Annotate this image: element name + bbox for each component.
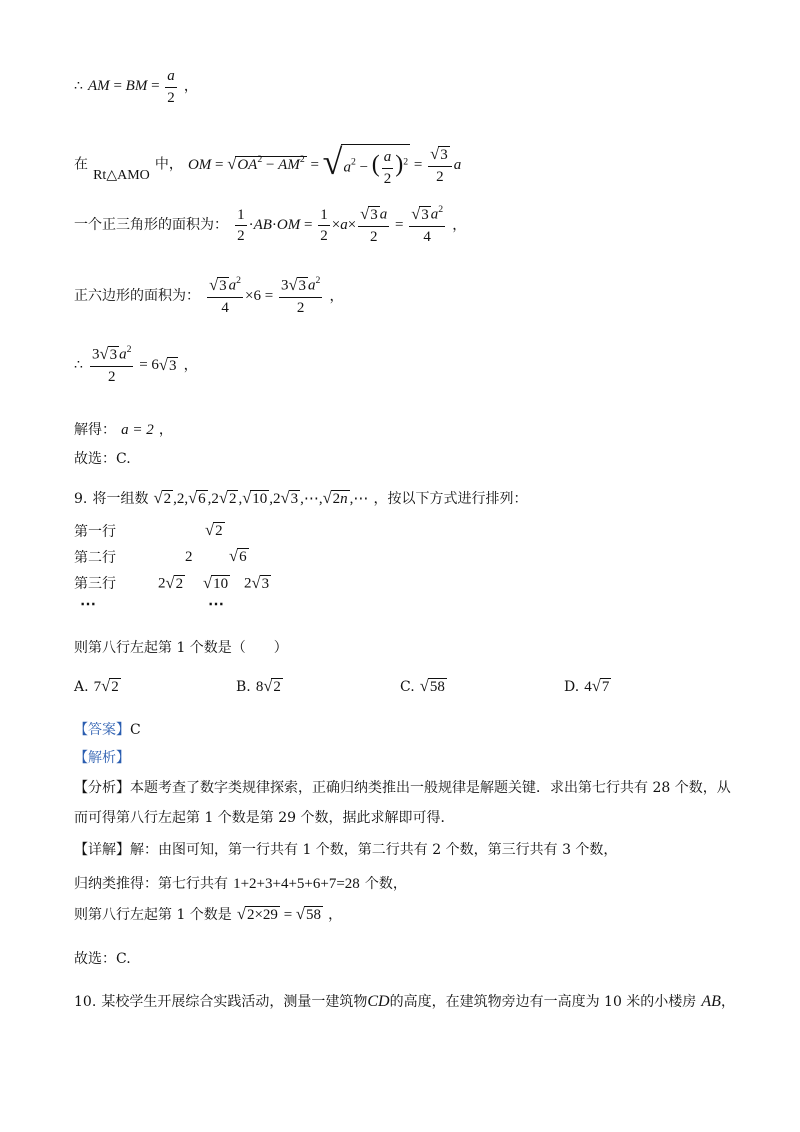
detail-line-2: 归纳类推得：第七行共有 1+2+3+4+5+6+7=28 个数， <box>74 876 407 892</box>
step-triangle-area: 一个正三角形的面积为： $\frac{1}{2}$ ·AB·OM = $\frac{1}{2}$ ×a× √ 3 a 2 = √ 3 $a^2$ 4 ， <box>74 203 467 246</box>
step-om: 在 Rt△AMO 中， OM = √ $OA^2 - AM^2$ = √ $a^2$ − ( $\frac{a}{2}$ )$^2$ = √ 3 2 a <box>74 142 462 187</box>
option-b[interactable]: B. 8 √ 2 <box>236 676 281 696</box>
sum-expr: 1+2+3+4+5+6+7=28 <box>233 876 360 892</box>
row-ellipsis-mid: ⋯ <box>208 594 225 613</box>
analysis-tag: 【解析】 <box>74 750 130 766</box>
fenxi-line-2: 而可得第八行左起第 1 个数是第 29 个数，据此求解即可得． <box>74 810 455 826</box>
step-solve: 解得： a = 2 ， <box>74 422 173 438</box>
q9-number: 9. <box>74 491 88 507</box>
step-equation: ∴ 3 √ 3 $a^2$ 2 = 6 √ 3 ， <box>74 343 198 386</box>
step-am-bm: ∴ AM = BM = $\frac{a}{2}$ ， <box>74 68 198 106</box>
q10-stem: 10. 某校学生开展综合实践活动，测量一建筑物CD的高度，在建筑物旁边有一高度为 10 米的小楼房 AB， <box>74 993 735 1010</box>
q9-sequence: √ 2 ,2, √ 6 ,2 √ 2 , √ 10 ,2 √ 3 ,⋯, √ 2n ,⋯ <box>153 488 369 508</box>
row3-value-3: 2 √ 3 <box>244 573 270 592</box>
answer-value: C <box>130 722 141 738</box>
row-label-1: 第一行 <box>74 524 116 540</box>
row2-value-1: 2 <box>185 549 193 565</box>
detail-tag: 【详解】 <box>74 842 130 858</box>
q9-question: 则第八行左起第 1 个数是（ ） <box>74 640 288 656</box>
row3-value-2: √ 10 <box>203 573 229 592</box>
detail-line-1: 【详解】解：由图可知，第一行共有 1 个数，第二行共有 2 个数，第三行共有 3 个数， <box>74 842 618 858</box>
row-ellipsis-left: ⋯ <box>80 594 97 613</box>
step-hexagon-area: 正六边形的面积为： √ 3 $a^2$ 4 ×6 = 3 √ 3 $a^2$ 2 ， <box>74 274 344 317</box>
q10-number: 10. <box>74 994 97 1010</box>
fenxi-line-1: 【分析】本题考查了数字类规律探索，正确归纳类推出一般规律是解题关键．求出第七行共有 28 个数，从 <box>74 780 731 796</box>
am-bm-expr: AM = BM = $\frac{a}{2}$ <box>88 68 175 106</box>
building-cd: CD <box>367 993 390 1010</box>
row3-value-1: 2 √ 2 <box>158 573 184 592</box>
answer-tag: 【答案】 <box>74 722 130 738</box>
option-a[interactable]: A. 7 √ 2 <box>74 676 119 696</box>
option-d[interactable]: D. 4 √ 7 <box>564 676 610 696</box>
row2-value-2: √ 6 <box>229 546 247 565</box>
choose-answer-q8: 故选：C. <box>74 451 131 467</box>
detail-line-3: 则第八行左起第 1 个数是 √ 2×29 = √ 58 ， <box>74 904 343 924</box>
equation-expr: 3 √ 3 $a^2$ 2 = 6 √ 3 <box>92 343 177 386</box>
result-expr: √ 2×29 = √ 58 <box>236 904 321 924</box>
choose-answer-q9: 故选：C. <box>74 951 131 967</box>
rt-triangle-label: Rt△AMO <box>93 167 150 183</box>
om-expr: OM = √ $OA^2 - AM^2$ = √ $a^2$ − ( $\frac{a}{2}$ )$^2$ = √ 3 2 a <box>187 142 462 187</box>
solve-value: a = 2 <box>121 422 154 438</box>
row1-value-1: √ 2 <box>205 520 223 539</box>
fenxi-tag: 【分析】 <box>74 780 130 796</box>
therefore-symbol: ∴ <box>74 77 83 94</box>
building-ab: AB <box>701 993 721 1010</box>
answer-line <box>74 723 141 737</box>
option-c[interactable]: C. √ 58 <box>400 676 445 696</box>
q9-stem: 9. 将一组数 √ 2 ,2, √ 6 ,2 √ 2 , √ 10 ,2 √ 3 ,⋯, √ 2n ,⋯ ，按以下方式进行排列： <box>74 488 528 508</box>
row-label-3: 第三行 <box>74 576 116 592</box>
hexagon-area-expr: √ 3 $a^2$ 4 ×6 = 3 √ 3 $a^2$ 2 <box>209 274 321 317</box>
triangle-area-expr: $\frac{1}{2}$ ·AB·OM = $\frac{1}{2}$ ×a× √ 3 a 2 = √ 3 $a^2$ 4 <box>237 203 444 246</box>
row-label-2: 第二行 <box>74 550 116 566</box>
